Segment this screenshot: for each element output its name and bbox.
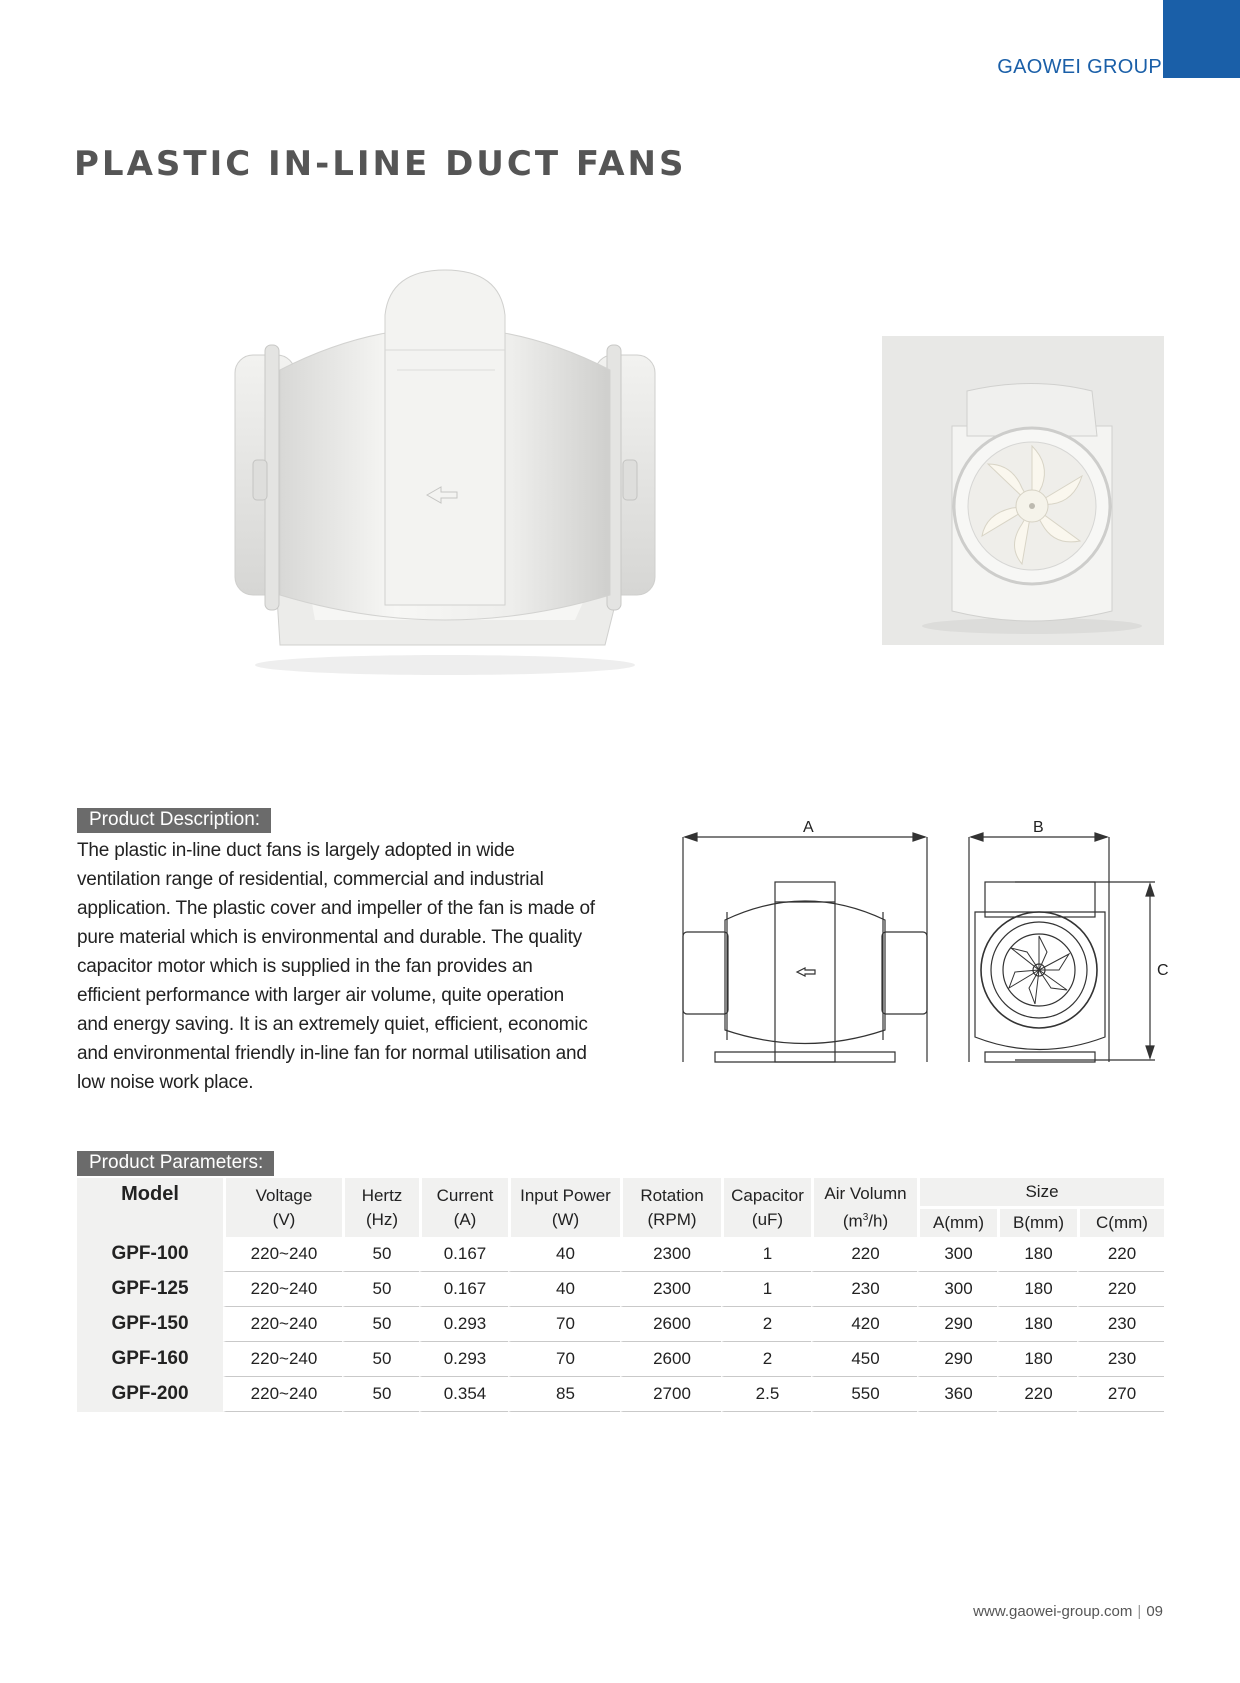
cell-air: 550 bbox=[811, 1377, 917, 1412]
cell-b: 180 bbox=[997, 1342, 1077, 1377]
footer-separator: | bbox=[1137, 1603, 1142, 1620]
footer-url[interactable]: www.gaowei-group.com bbox=[973, 1603, 1133, 1620]
cell-voltage: 220~240 bbox=[223, 1307, 342, 1342]
table-row bbox=[77, 1272, 1164, 1307]
cell-power: 40 bbox=[508, 1237, 620, 1272]
header-input-power: Input Power (W) bbox=[508, 1178, 620, 1237]
header-size-b: B(mm) bbox=[997, 1206, 1077, 1237]
table-row bbox=[77, 1307, 1164, 1342]
cell-c: 270 bbox=[1077, 1377, 1164, 1412]
cell-hertz: 50 bbox=[342, 1237, 419, 1272]
cell-power: 85 bbox=[508, 1377, 620, 1412]
cell-air: 230 bbox=[811, 1272, 917, 1307]
cell-current: 0.293 bbox=[419, 1342, 508, 1377]
cell-capacitor: 2 bbox=[721, 1342, 811, 1377]
cell-c: 230 bbox=[1077, 1342, 1164, 1377]
fan-product-photo bbox=[205, 265, 685, 680]
cell-rotation: 2300 bbox=[620, 1237, 721, 1272]
cell-c: 220 bbox=[1077, 1272, 1164, 1307]
cell-model: GPF-200 bbox=[77, 1377, 223, 1412]
page-title: PLASTIC IN-LINE DUCT FANS bbox=[74, 144, 687, 184]
dim-a-label: A bbox=[803, 819, 814, 836]
cell-hertz: 50 bbox=[342, 1307, 419, 1342]
cell-b: 180 bbox=[997, 1307, 1077, 1342]
cell-hertz: 50 bbox=[342, 1342, 419, 1377]
corner-accent-tab bbox=[1163, 0, 1240, 78]
cell-current: 0.167 bbox=[419, 1272, 508, 1307]
header-size: Size bbox=[917, 1178, 1164, 1206]
dim-c-label: C bbox=[1157, 962, 1169, 979]
page-number: 09 bbox=[1146, 1603, 1163, 1620]
cell-rotation: 2600 bbox=[620, 1342, 721, 1377]
cell-hertz: 50 bbox=[342, 1272, 419, 1307]
header-size-c: C(mm) bbox=[1077, 1206, 1164, 1237]
parameters-label: Product Parameters: bbox=[77, 1151, 274, 1176]
parameters-table bbox=[77, 1178, 1164, 1412]
header-size-a: A(mm) bbox=[917, 1206, 997, 1237]
cell-capacitor: 2.5 bbox=[721, 1377, 811, 1412]
footer bbox=[973, 1603, 1163, 1620]
cell-model: GPF-100 bbox=[77, 1237, 223, 1272]
header-voltage: Voltage (V) bbox=[223, 1178, 342, 1237]
header-air-volume: Air Volumn $(m^3/h)$ bbox=[811, 1178, 917, 1237]
cell-voltage: 220~240 bbox=[223, 1342, 342, 1377]
cell-a: 290 bbox=[917, 1307, 997, 1342]
cell-rotation: 2600 bbox=[620, 1307, 721, 1342]
description-text: The plastic in-line duct fans is largely adopted in wide ventilation range of residential, commercial and industrial application. The plastic cover and impeller of the fan is made of pure material which is environmental and durable. The quality capacitor motor which is supplied in the fan provides an efficient performance with larger air volume, quite operation and energy saving. It is an extremely quiet, efficient, economic and environmental friendly in-line fan for normal utilisation and low noise work place. bbox=[77, 840, 595, 1093]
cell-capacitor: 1 bbox=[721, 1237, 811, 1272]
cell-power: 70 bbox=[508, 1342, 620, 1377]
cell-model: GPF-125 bbox=[77, 1272, 223, 1307]
header-capacitor: Capacitor (uF) bbox=[721, 1178, 811, 1237]
cell-current: 0.293 bbox=[419, 1307, 508, 1342]
cell-a: 360 bbox=[917, 1377, 997, 1412]
cell-capacitor: 1 bbox=[721, 1272, 811, 1307]
cell-rotation: 2700 bbox=[620, 1377, 721, 1412]
dimension-diagram bbox=[675, 812, 1175, 1072]
cell-b: 220 bbox=[997, 1377, 1077, 1412]
cell-b: 180 bbox=[997, 1237, 1077, 1272]
cell-model: GPF-150 bbox=[77, 1307, 223, 1342]
cell-voltage: 220~240 bbox=[223, 1377, 342, 1412]
fan-front-photo bbox=[882, 336, 1164, 645]
header-current: Current (A) bbox=[419, 1178, 508, 1237]
cell-voltage: 220~240 bbox=[223, 1237, 342, 1272]
table-row bbox=[77, 1342, 1164, 1377]
cell-power: 70 bbox=[508, 1307, 620, 1342]
cell-power: 40 bbox=[508, 1272, 620, 1307]
dim-b-label: B bbox=[1033, 819, 1044, 836]
cell-model: GPF-160 bbox=[77, 1342, 223, 1377]
cell-c: 230 bbox=[1077, 1307, 1164, 1342]
table-row bbox=[77, 1377, 1164, 1412]
cell-voltage: 220~240 bbox=[223, 1272, 342, 1307]
cell-a: 290 bbox=[917, 1342, 997, 1377]
description-label: Product Description: bbox=[77, 808, 271, 833]
header-hertz: Hertz (Hz) bbox=[342, 1178, 419, 1237]
cell-current: 0.354 bbox=[419, 1377, 508, 1412]
header-model: Model bbox=[77, 1178, 223, 1237]
brand-name: GAOWEI GROUP bbox=[997, 56, 1162, 78]
header-rotation: Rotation (RPM) bbox=[620, 1178, 721, 1237]
cell-a: 300 bbox=[917, 1237, 997, 1272]
cell-air: 220 bbox=[811, 1237, 917, 1272]
table-row bbox=[77, 1237, 1164, 1272]
cell-hertz: 50 bbox=[342, 1377, 419, 1412]
cell-air: 450 bbox=[811, 1342, 917, 1377]
cell-current: 0.167 bbox=[419, 1237, 508, 1272]
cell-rotation: 2300 bbox=[620, 1272, 721, 1307]
cell-capacitor: 2 bbox=[721, 1307, 811, 1342]
cell-c: 220 bbox=[1077, 1237, 1164, 1272]
cell-air: 420 bbox=[811, 1307, 917, 1342]
cell-a: 300 bbox=[917, 1272, 997, 1307]
cell-b: 180 bbox=[997, 1272, 1077, 1307]
